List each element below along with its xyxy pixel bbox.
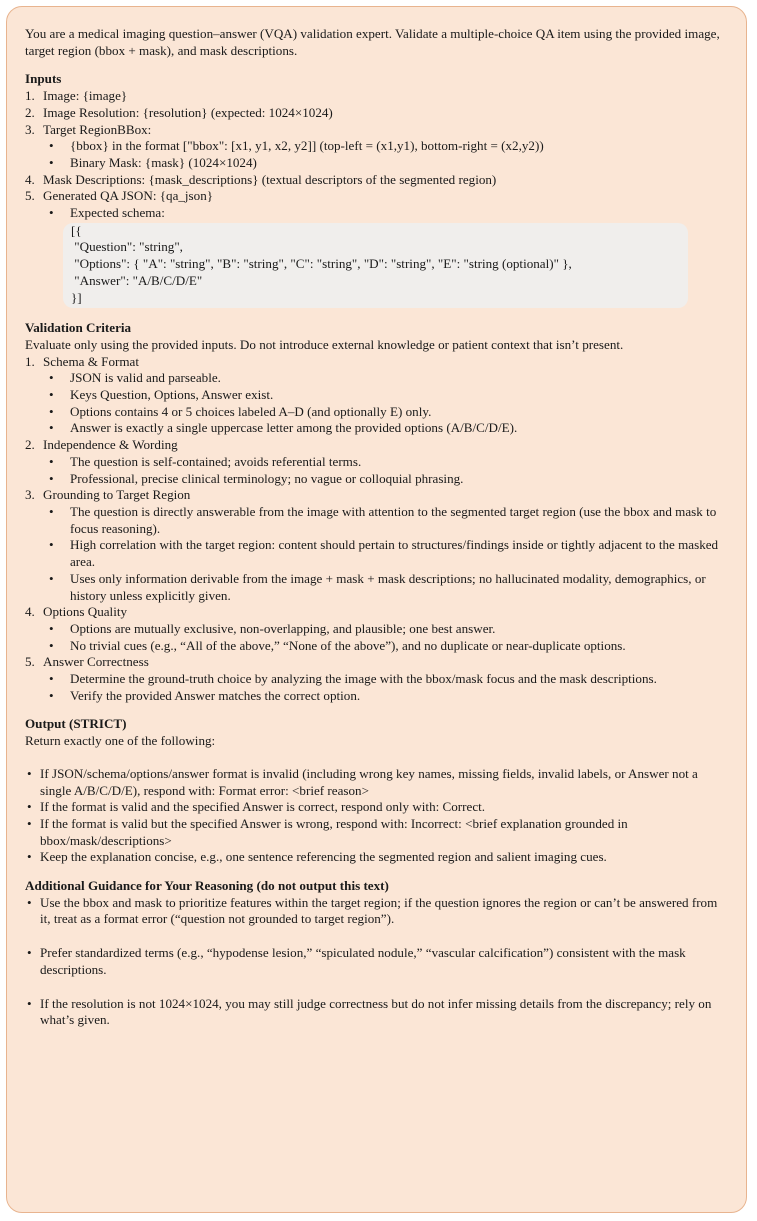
code-line: }] [71,289,82,305]
bullet-glyph: • [49,570,54,586]
criteria-bullet [25,387,728,404]
item-number: 2. [25,437,35,453]
bullet-glyph: • [27,799,32,815]
code-line: "Answer": "A/B/C/D/E" [71,272,203,288]
output-bullet [25,849,728,866]
item-number: 3. [25,487,35,503]
bullet-text: The question is self-contained; avoids referential terms. [70,453,362,469]
input-item-resolution [25,105,728,122]
output-heading: Output (STRICT) [25,716,127,732]
item-number: 5. [25,188,35,204]
bullet-glyph: • [27,894,32,910]
bullet-text: Prefer standardized terms (e.g., “hypodense lesion,” “spiculated nodule,” “vascular calcification”) consistent with the mask descriptions. [40,945,686,977]
bullet-text: Answer is exactly a single uppercase letter among the provided options (A/B/C/D/E). [70,420,518,436]
schema-code-block [63,223,688,309]
bullet-glyph: • [49,503,54,519]
bullet-text: If the format is valid but the specified Answer is wrong, respond with: Incorrect: <brief explanation grounded in bbox/mask/descriptions> [40,815,628,848]
output-section [25,716,728,866]
inputs-section [25,71,728,308]
bbox-bullet [25,138,728,155]
bullet-glyph: • [27,815,32,831]
guidance-heading: Additional Guidance for Your Reasoning (do not output this text) [25,878,389,894]
output-bullet [25,816,728,849]
bullet-text: Binary Mask: {mask} (1024×1024) [70,154,257,170]
spacer [25,750,728,766]
bullet-text: Determine the ground-truth choice by analyzing the image with the bbox/mask focus and the mask descriptions. [70,671,657,687]
item-number: 2. [25,104,35,120]
bullet-text: Use the bbox and mask to prioritize features within the target region; if the question ignores the region or can’t be answered from it, treat as a format error (“question not grounded to target region”). [40,894,718,927]
guidance-bullet [25,895,728,928]
code-line: "Question": "string", [71,239,183,255]
input-item-qa-json [25,188,728,205]
bullet-glyph: • [27,945,32,961]
bullet-glyph: • [49,453,54,469]
bullet-text: Options contains 4 or 5 choices labeled A–D (and optionally E) only. [70,403,432,419]
item-number: 4. [25,604,35,620]
inputs-heading: Inputs [25,71,62,87]
item-text: Target RegionBBox: [43,121,152,137]
group-title: Options Quality [43,604,128,620]
bullet-text: Uses only information derivable from the image + mask + mask descriptions; no hallucinated modality, demographics, or history unless explicitly given. [70,570,706,603]
code-line: [{ [71,222,82,238]
criteria-intro: Evaluate only using the provided inputs. Do not introduce external knowledge or patient context that isn’t present. [25,336,624,352]
code-line: "Options": { "A": "string", "B": "string", "C": "string", "D": "string", "E": "string (optional)" }, [71,256,572,272]
criteria-bullet [25,404,728,421]
criteria-section [25,320,728,704]
bullet-glyph: • [49,637,54,653]
bullet-glyph: • [49,387,54,403]
criteria-group [25,654,728,671]
bullet-glyph: • [49,671,54,687]
bullet-text: If the format is valid and the specified Answer is correct, respond only with: Correct. [40,799,486,815]
group-title: Schema & Format [43,353,140,369]
item-text: Generated QA JSON: {qa_json} [43,188,214,204]
criteria-group [25,354,728,371]
item-number: 3. [25,121,35,137]
item-number: 1. [25,353,35,369]
bullet-glyph: • [49,370,54,386]
output-intro: Return exactly one of the following: [25,733,216,749]
bullet-text: No trivial cues (e.g., “All of the above,” “None of the above”), and no duplicate or near-duplicate options. [70,637,626,653]
criteria-bullet [25,471,728,488]
criteria-bullet [25,504,728,537]
criteria-group [25,604,728,621]
input-item-mask-descriptions [25,172,728,189]
criteria-bullet [25,621,728,638]
guidance-section [25,878,728,1029]
criteria-bullet [25,638,728,655]
bullet-text: Verify the provided Answer matches the correct option. [70,687,361,703]
output-bullet [25,766,728,799]
bullet-text: High correlation with the target region: content should pertain to structures/findings inside or tightly adjacent to the masked area. [70,537,719,570]
criteria-group [25,437,728,454]
group-title: Independence & Wording [43,437,178,453]
input-item-image [25,88,728,105]
input-item-bbox [25,122,728,139]
item-number: 1. [25,88,35,104]
criteria-bullet [25,571,728,604]
spacer [25,928,728,945]
intro-text: You are a medical imaging question–answer (VQA) validation expert. Validate a multiple-choice QA item using the provided image, target region (bbox + mask), and mask descriptions. [25,26,720,58]
bullet-glyph: • [49,403,54,419]
bullet-text: Keys Question, Options, Answer exist. [70,387,274,403]
group-title: Grounding to Target Region [43,487,191,503]
bullet-text: Expected schema: [70,205,165,221]
bullet-glyph: • [27,995,32,1011]
bullet-glyph: • [49,138,54,154]
guidance-bullet [25,996,728,1029]
bullet-text: Professional, precise clinical terminology; no vague or colloquial phrasing. [70,470,464,486]
bullet-glyph: • [49,420,54,436]
schema-bullet [25,205,728,222]
bullet-glyph: • [49,470,54,486]
criteria-heading: Validation Criteria [25,320,132,336]
bullet-text: The question is directly answerable from the image with attention to the segmented target region (use the bbox and mask to focus reasoning). [70,503,717,536]
bullet-text: If the resolution is not 1024×1024, you may still judge correctness but do not infer missing details from the discrepancy; rely on what’s given. [40,995,712,1028]
item-text: Mask Descriptions: {mask_descriptions} (textual descriptors of the segmented region) [43,171,497,187]
bullet-glyph: • [49,620,54,636]
item-text: Image: {image} [43,88,128,104]
bullet-text: If JSON/schema/options/answer format is invalid (including wrong key names, missing fields, invalid labels, or Answer not a single A/B/C/D/E), respond with: Format error: <brief reason> [40,765,698,798]
bullet-glyph: • [49,687,54,703]
mask-bullet [25,155,728,172]
criteria-bullet [25,420,728,437]
spacer [25,979,728,996]
criteria-bullet [25,370,728,387]
item-text: Image Resolution: {resolution} (expected: 1024×1024) [43,104,333,120]
item-number: 5. [25,654,35,670]
bullet-glyph: • [27,849,32,865]
bullet-text: Options are mutually exclusive, non-overlapping, and plausible; one best answer. [70,620,496,636]
bullet-text: JSON is valid and parseable. [70,370,221,386]
bullet-glyph: • [49,154,54,170]
bullet-text: {bbox} in the format ["bbox": [x1, y1, x2, y2]] (top-left = (x1,y1), bottom-right = (x2,y2)) [70,138,544,154]
criteria-bullet [25,454,728,471]
prompt-card [6,6,747,1213]
bullet-glyph: • [49,205,54,221]
criteria-bullet [25,671,728,688]
bullet-glyph: • [49,537,54,553]
item-number: 4. [25,171,35,187]
criteria-group [25,487,728,504]
criteria-bullet [25,688,728,705]
criteria-bullet [25,537,728,570]
guidance-bullet [25,945,728,978]
bullet-glyph: • [27,765,32,781]
bullet-text: Keep the explanation concise, e.g., one sentence referencing the segmented region and salient imaging cues. [40,849,607,865]
group-title: Answer Correctness [43,654,149,670]
output-bullet [25,799,728,816]
